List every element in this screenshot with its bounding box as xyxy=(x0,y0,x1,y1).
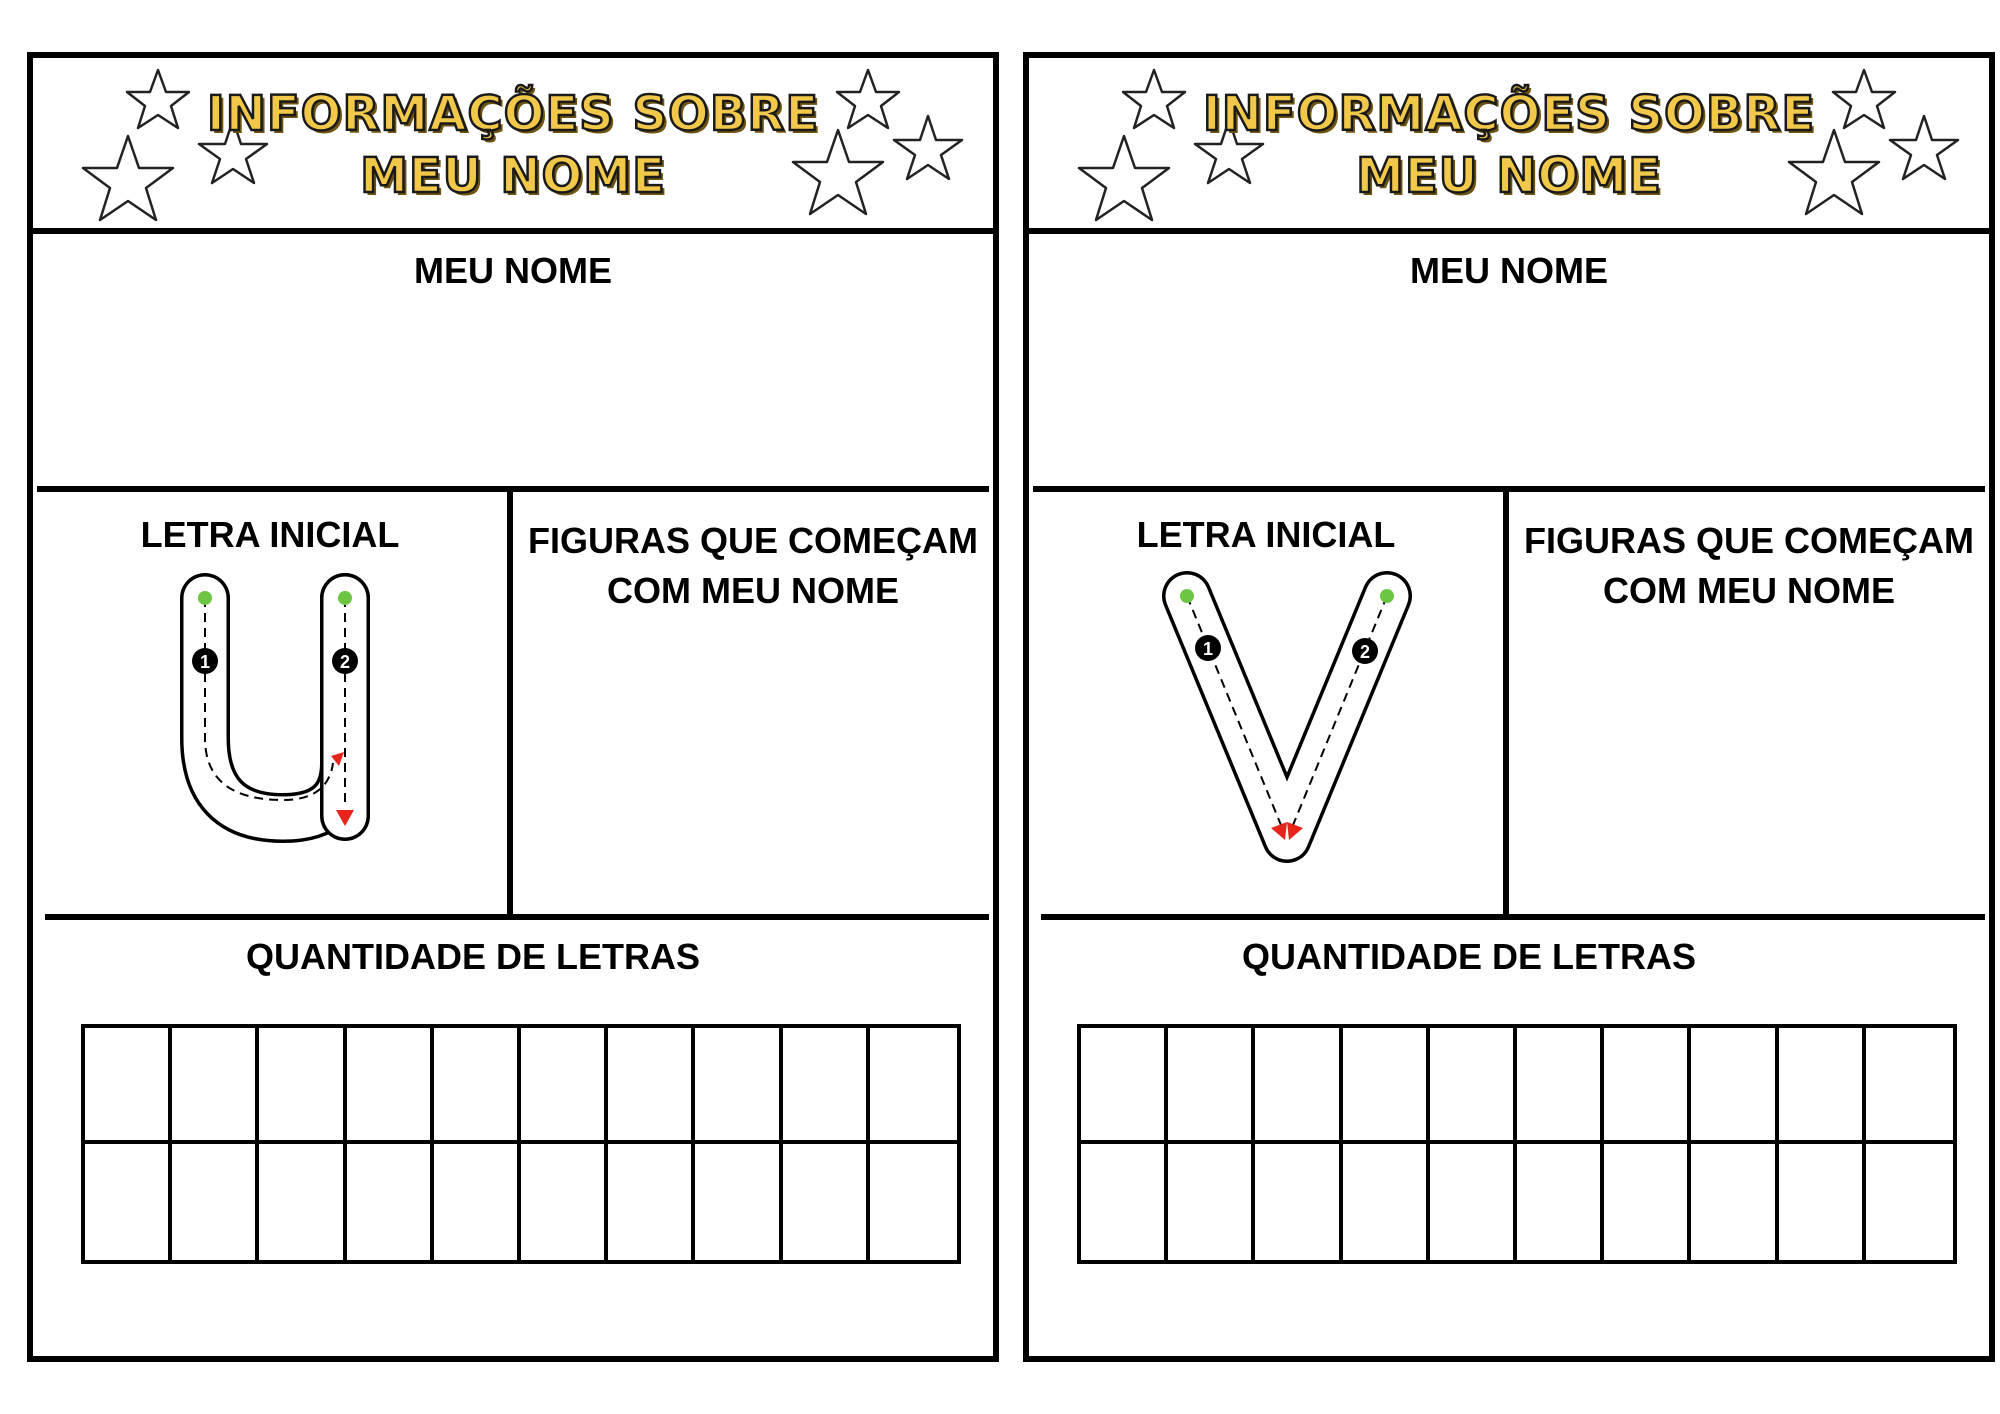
letter-box[interactable] xyxy=(1168,1144,1255,1260)
letter-box[interactable] xyxy=(608,1144,695,1260)
letter-box[interactable] xyxy=(1168,1028,1255,1144)
letter-box[interactable] xyxy=(1081,1144,1168,1260)
lower-divider xyxy=(45,914,989,920)
stroke-number-2: 2 xyxy=(339,652,351,672)
letter-count-label: QUANTIDADE DE LETRAS xyxy=(245,936,700,977)
letter-box[interactable] xyxy=(434,1028,521,1144)
letter-box[interactable] xyxy=(1081,1028,1168,1144)
letter-box[interactable] xyxy=(695,1144,782,1260)
letter-box[interactable] xyxy=(1866,1144,1953,1260)
figures-label xyxy=(1509,516,1989,616)
title-line-1: INFORMAÇÕES SOBRE xyxy=(1202,86,1816,142)
letter-box[interactable] xyxy=(1343,1028,1430,1144)
letter-boxes-grid xyxy=(1077,1024,1957,1264)
letter-box[interactable] xyxy=(347,1028,434,1144)
letter-box[interactable] xyxy=(695,1028,782,1144)
name-section-divider xyxy=(37,486,989,492)
worksheet-card-v xyxy=(1023,52,1995,1362)
letter-box[interactable] xyxy=(259,1144,346,1260)
stroke-number-2: 2 xyxy=(1359,642,1371,662)
letter-box[interactable] xyxy=(1691,1144,1778,1260)
letter-box[interactable] xyxy=(783,1028,870,1144)
stroke-number-1: 1 xyxy=(199,652,211,672)
letter-box[interactable] xyxy=(85,1028,172,1144)
name-section-divider xyxy=(1033,486,1985,492)
letter-box[interactable] xyxy=(1866,1028,1953,1144)
letter-box[interactable] xyxy=(1604,1144,1691,1260)
letter-box[interactable] xyxy=(521,1028,608,1144)
letter-box[interactable] xyxy=(1691,1028,1778,1144)
initial-letter-label: LETRA INICIAL xyxy=(1136,514,1396,555)
letter-v-tracing-icon xyxy=(1159,568,1459,888)
letter-box[interactable] xyxy=(1779,1028,1866,1144)
letter-boxes-grid xyxy=(81,1024,961,1264)
figures-label-line-1: FIGURAS QUE COMEÇAM xyxy=(528,520,978,561)
letter-box[interactable] xyxy=(172,1028,259,1144)
name-section-label: MEU NOME xyxy=(414,250,612,291)
figures-label-line-2: COM MEU NOME xyxy=(607,570,899,611)
title-line-1: INFORMAÇÕES SOBRE xyxy=(206,86,820,142)
figures-label xyxy=(513,516,993,616)
letter-box[interactable] xyxy=(172,1144,259,1260)
title-line-2: MEU NOME xyxy=(360,148,666,204)
letter-box[interactable] xyxy=(434,1144,521,1260)
letter-box[interactable] xyxy=(870,1028,957,1144)
letter-box[interactable] xyxy=(521,1144,608,1260)
letter-box[interactable] xyxy=(608,1028,695,1144)
letter-box[interactable] xyxy=(1604,1028,1691,1144)
letter-box[interactable] xyxy=(1343,1144,1430,1260)
header-divider xyxy=(33,228,993,234)
letter-box[interactable] xyxy=(1779,1144,1866,1260)
letter-box[interactable] xyxy=(259,1028,346,1144)
header-banner xyxy=(33,58,993,228)
letter-box[interactable] xyxy=(1430,1028,1517,1144)
header-divider xyxy=(1029,228,1989,234)
lower-divider xyxy=(1041,914,1985,920)
figures-label-line-1: FIGURAS QUE COMEÇAM xyxy=(1524,520,1974,561)
letter-box[interactable] xyxy=(1517,1144,1604,1260)
letter-box[interactable] xyxy=(1430,1144,1517,1260)
letter-box[interactable] xyxy=(1255,1028,1342,1144)
name-section-label: MEU NOME xyxy=(1410,250,1608,291)
figures-label-line-2: COM MEU NOME xyxy=(1603,570,1895,611)
letter-count-label: QUANTIDADE DE LETRAS xyxy=(1241,936,1696,977)
letter-u-tracing-icon xyxy=(173,568,433,868)
letter-box[interactable] xyxy=(783,1144,870,1260)
initial-letter-label: LETRA INICIAL xyxy=(140,514,400,555)
worksheet-card-u xyxy=(27,52,999,1362)
letter-box[interactable] xyxy=(85,1144,172,1260)
header-banner xyxy=(1029,58,1989,228)
letter-box[interactable] xyxy=(1255,1144,1342,1260)
letter-box[interactable] xyxy=(347,1144,434,1260)
letter-box[interactable] xyxy=(870,1144,957,1260)
title-line-2: MEU NOME xyxy=(1356,148,1662,204)
stroke-number-1: 1 xyxy=(1202,639,1214,659)
letter-box[interactable] xyxy=(1517,1028,1604,1144)
